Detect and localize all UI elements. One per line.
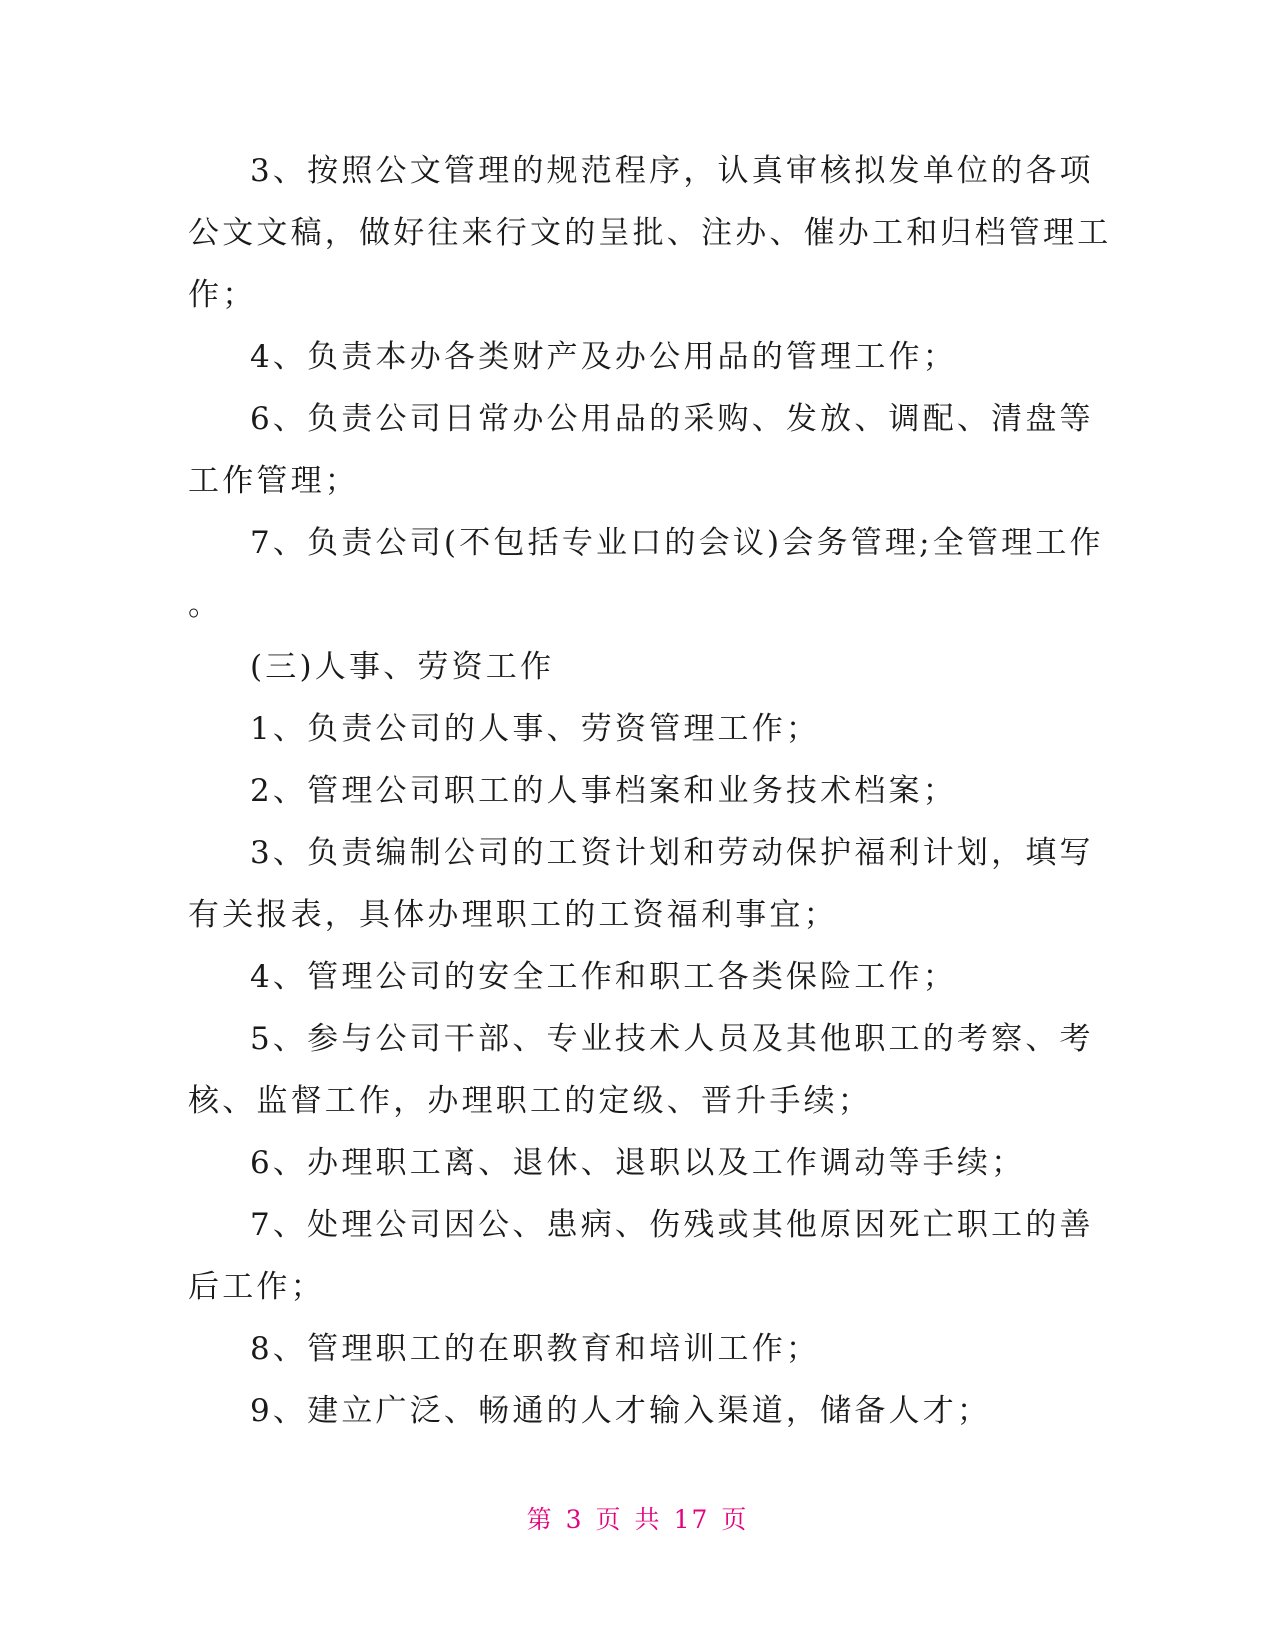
footer-current-page: 3 [565, 1505, 584, 1534]
section-heading [188, 636, 1068, 698]
paragraph-line: 。 [188, 587, 223, 623]
paragraph-6 [188, 698, 1068, 760]
footer-total-pages: 17 [673, 1505, 710, 1534]
paragraph-7 [188, 760, 1068, 822]
paragraph-4 [188, 512, 1104, 636]
paragraph-line: 工作管理； [188, 463, 359, 499]
paragraph-line: 作； [188, 277, 257, 313]
paragraph-10 [188, 1008, 1094, 1132]
footer-total-label: 共 [634, 1505, 662, 1534]
paragraph-line: 公文文稿，做好往来行文的呈批、注办、催办工和归档管理工 [188, 215, 1112, 251]
paragraph-13 [188, 1318, 1068, 1380]
paragraph-line: 7、处理公司因公、患病、伤残或其他原因死亡职工的善 [250, 1207, 1094, 1243]
paragraph-line: 有关报表，具体办理职工的工资福利事宜； [188, 897, 838, 933]
paragraph-line: 8、管理职工的在职教育和培训工作； [250, 1331, 821, 1367]
footer-page-label: 第 [526, 1505, 554, 1534]
page-footer [0, 1500, 1275, 1536]
paragraph-12 [188, 1194, 1094, 1318]
paragraph-11 [188, 1132, 1068, 1194]
document-body [188, 140, 1112, 1442]
paragraph-line: 4、负责本办各类财产及办公用品的管理工作； [250, 339, 957, 375]
paragraph-line: 核、监督工作，办理职工的定级、晋升手续； [188, 1083, 872, 1119]
paragraph-line: 3、负责编制公司的工资计划和劳动保护福利计划，填写 [250, 835, 1094, 871]
paragraph-line: 1、负责公司的人事、劳资管理工作； [250, 711, 821, 747]
paragraph-1 [188, 140, 1112, 326]
paragraph-8 [188, 822, 1094, 946]
section-heading-text: (三)人事、劳资工作 [250, 649, 555, 685]
paragraph-14 [188, 1380, 1068, 1442]
paragraph-line: 6、负责公司日常办公用品的采购、发放、调配、清盘等 [250, 401, 1094, 437]
paragraph-2 [188, 326, 1068, 388]
footer-page-unit: 页 [595, 1505, 623, 1534]
paragraph-line: 4、管理公司的安全工作和职工各类保险工作； [250, 959, 957, 995]
paragraph-line: 5、参与公司干部、专业技术人员及其他职工的考察、考 [250, 1021, 1094, 1057]
paragraph-9 [188, 946, 1068, 1008]
paragraph-3 [188, 388, 1094, 512]
paragraph-line: 6、办理职工离、退休、退职以及工作调动等手续； [250, 1145, 1026, 1181]
paragraph-line: 7、负责公司(不包括专业口的会议)会务管理;全管理工作 [250, 525, 1104, 561]
paragraph-line: 2、管理公司职工的人事档案和业务技术档案； [250, 773, 957, 809]
paragraph-line: 9、建立广泛、畅通的人才输入渠道，储备人才； [250, 1393, 992, 1429]
paragraph-line: 后工作； [188, 1269, 325, 1305]
paragraph-line: 3、按照公文管理的规范程序，认真审核拟发单位的各项 [250, 153, 1094, 189]
footer-total-unit: 页 [721, 1505, 749, 1534]
